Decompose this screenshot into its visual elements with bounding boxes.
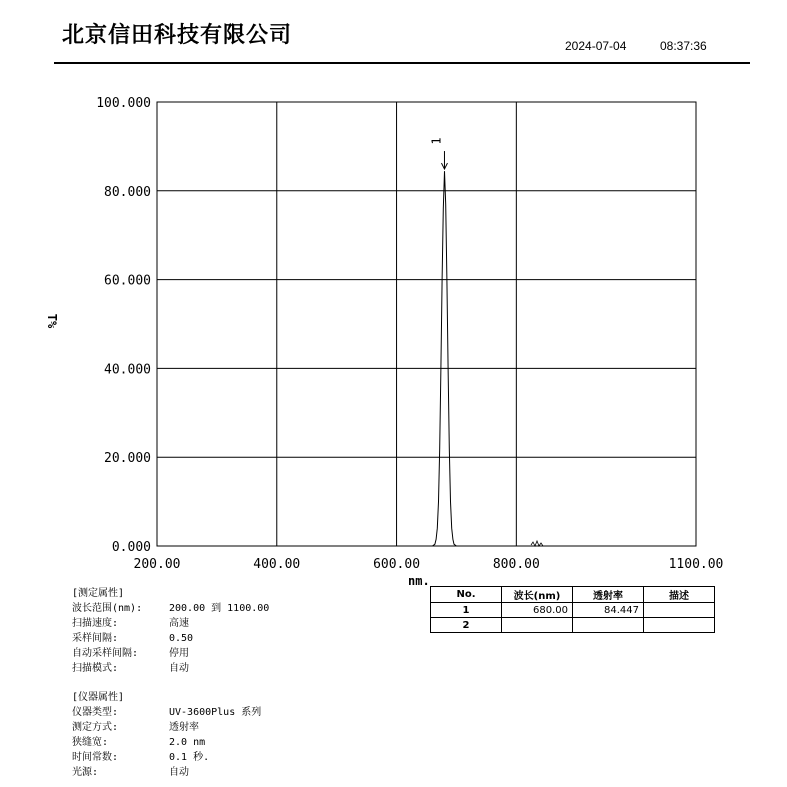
prop-row [72, 705, 261, 720]
col-description: 描述 [644, 587, 715, 603]
prop-value: 停用 [169, 648, 189, 659]
y-tick-label: 80.000 [104, 184, 151, 200]
y-tick-label: 40.000 [104, 362, 151, 378]
cell-wavelength [502, 618, 573, 633]
prop-key: 测定方式: [72, 722, 119, 733]
y-tick-label: 60.000 [104, 273, 151, 289]
peak-label: 1 [429, 137, 444, 145]
x-tick-label: 1100.00 [668, 557, 724, 572]
instrument-properties [72, 690, 261, 780]
prop-key: 狭缝宽: [72, 737, 109, 748]
prop-value: 自动 [169, 767, 189, 778]
peak-annotations [429, 137, 447, 169]
col-wavelength: 波长(nm) [502, 587, 573, 603]
cell-wavelength: 680.00 [502, 603, 573, 618]
print-date: 2024-07-04 [565, 39, 627, 53]
prop-value: 200.00 到 1100.00 [169, 603, 270, 614]
y-tick-labels [96, 96, 151, 555]
prop-key: 扫描模式: [72, 663, 119, 674]
prop-row [72, 616, 269, 631]
y-tick-label: 20.000 [104, 451, 151, 467]
prop-row [72, 601, 269, 616]
x-tick-label: 600.00 [373, 557, 421, 572]
prop-key: 时间常数: [72, 752, 119, 763]
prop-row [72, 646, 269, 661]
cell-no: 1 [431, 603, 502, 618]
prop-key: 光源: [72, 767, 99, 778]
cell-description [644, 618, 715, 633]
peak-table-header [431, 587, 715, 603]
prop-value: 高速 [169, 618, 189, 629]
chart-grid [157, 102, 696, 546]
prop-row [72, 765, 261, 780]
table-row [431, 603, 715, 618]
prop-value: 2.0 nm [169, 737, 206, 748]
cell-description [644, 603, 715, 618]
prop-value: UV-3600Plus 系列 [169, 707, 262, 718]
col-no: No. [431, 587, 502, 603]
series-line [157, 171, 696, 546]
col-transmittance: 透射率 [573, 587, 644, 603]
table-row [431, 618, 715, 633]
prop-value: 0.50 [169, 633, 194, 644]
prop-row [72, 735, 261, 750]
prop-key: 采样间隔: [72, 633, 119, 644]
cell-transmittance: 84.447 [573, 603, 644, 618]
y-tick-label: 0.000 [111, 540, 151, 555]
measure-props-title: [测定属性] [72, 588, 125, 599]
print-time: 08:37:36 [660, 39, 707, 53]
prop-key: 自动采样间隔: [72, 648, 139, 659]
prop-key: 仪器类型: [72, 707, 119, 718]
prop-key: 扫描速度: [72, 618, 119, 629]
company-title: 北京信田科技有限公司 [62, 23, 293, 48]
y-tick-label: 100.000 [96, 96, 151, 111]
prop-row [72, 661, 269, 676]
x-tick-label: 200.00 [133, 557, 181, 572]
x-axis-label: nm. [408, 574, 430, 588]
prop-key: 波长范围(nm): [72, 603, 143, 614]
x-tick-label: 800.00 [492, 557, 540, 572]
instrument-props-title: [仪器属性] [72, 692, 125, 703]
y-axis-label: T% [45, 313, 59, 329]
cell-no: 2 [431, 618, 502, 633]
cell-transmittance [573, 618, 644, 633]
noise-blip [531, 541, 543, 546]
prop-value: 自动 [169, 663, 189, 674]
prop-row [72, 631, 269, 646]
measure-properties [72, 586, 269, 676]
prop-value: 0.1 秒. [169, 752, 210, 763]
prop-value: 透射率 [169, 722, 199, 733]
x-tick-labels [134, 557, 724, 572]
prop-row [72, 750, 261, 765]
peak-table [430, 586, 715, 633]
plot-frame [157, 102, 696, 546]
x-tick-label: 400.00 [253, 557, 301, 572]
prop-row [72, 720, 261, 735]
